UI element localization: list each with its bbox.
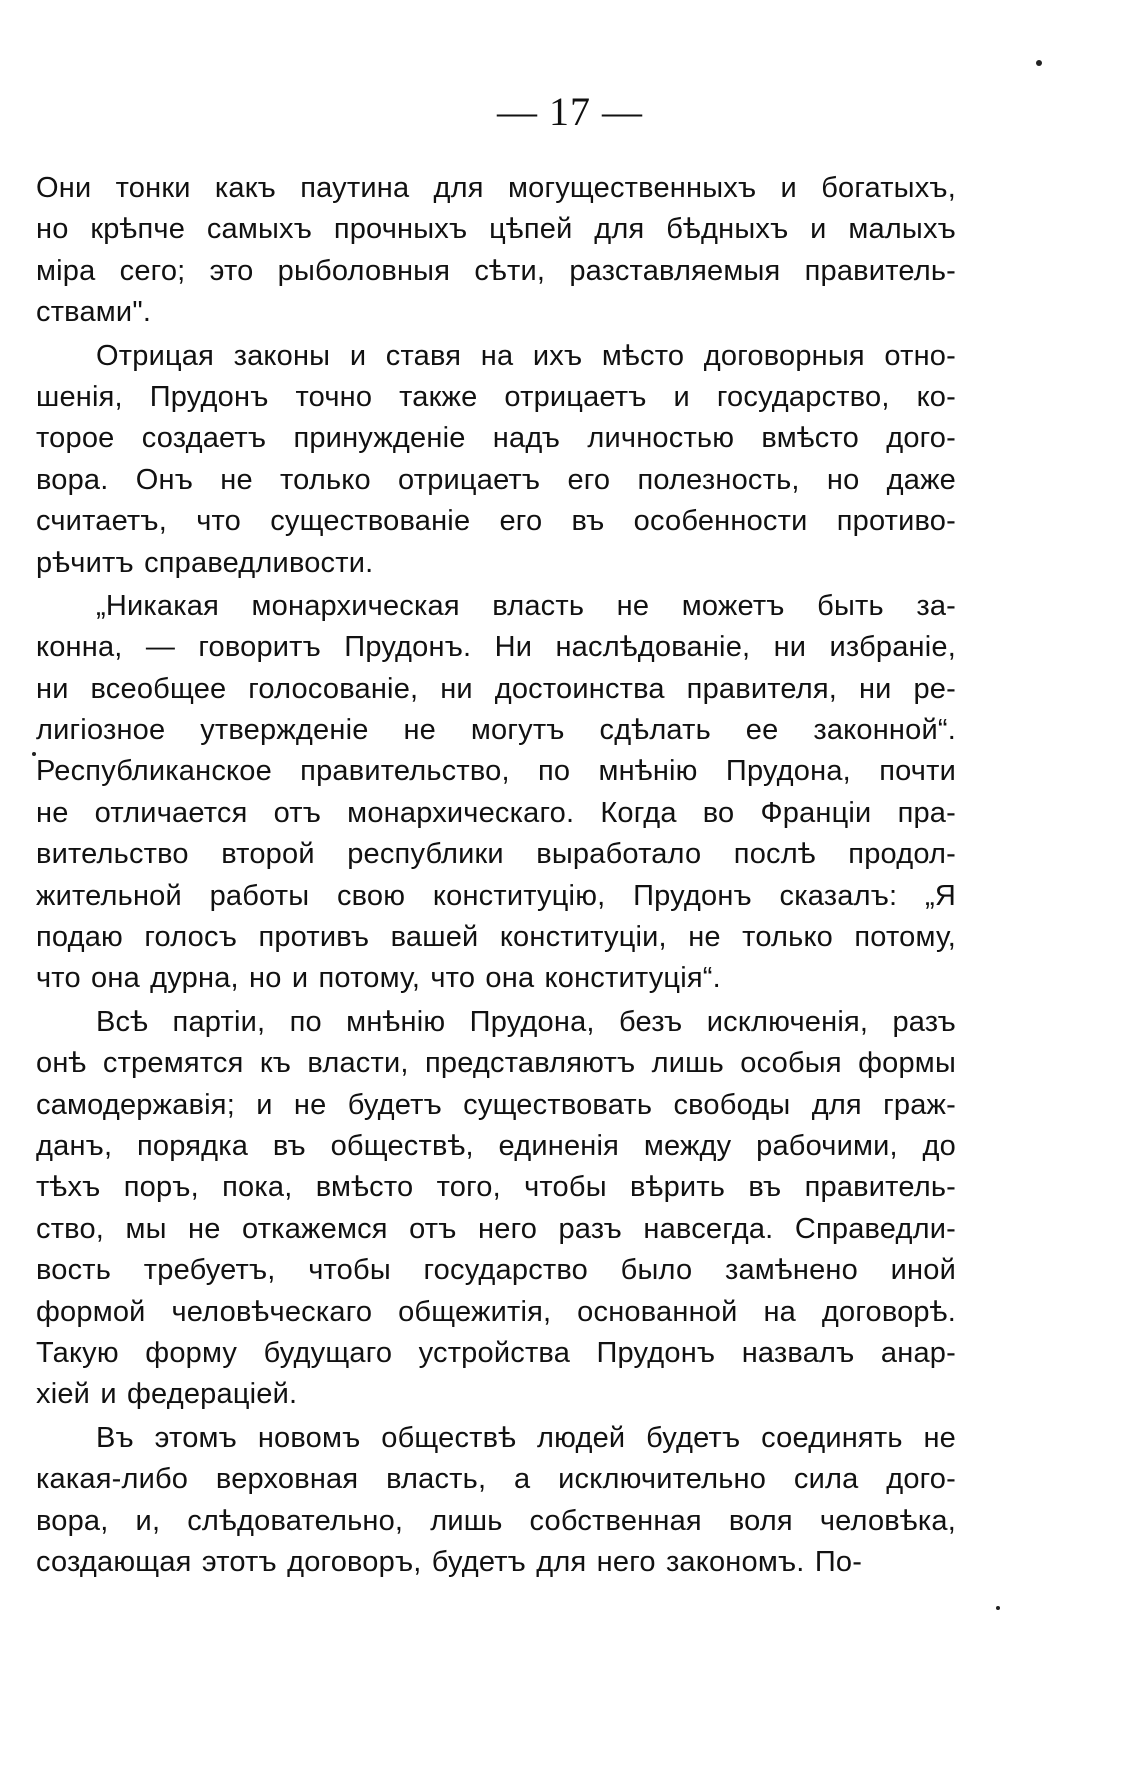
text-line: конна, — говоритъ Прудонъ. Ни наслѣдованіе, ни избраніе, <box>36 631 956 664</box>
text-line: Республиканское правительство, по мнѣнію Прудона, почти <box>36 755 956 788</box>
text-line: торое создаетъ принужденіе надъ личностью вмѣсто дого- <box>36 422 956 455</box>
text-line: онѣ стремятся къ власти, представляютъ лишь особыя формы <box>36 1047 956 1080</box>
text-line: что она дурна, но и потому, что она конституція“. <box>36 962 721 995</box>
text-line: лигіозное утвержденіе не могутъ сдѣлать ее законной“. <box>36 714 956 747</box>
text-line: Въ этомъ новомъ обществѣ людей будетъ соединять не <box>96 1421 956 1454</box>
page-number: — 17 — <box>497 89 643 134</box>
text-line: рѣчитъ справедливости. <box>36 546 374 579</box>
ink-speck <box>996 1606 1000 1610</box>
paragraph <box>36 168 956 334</box>
text-body <box>36 168 956 1583</box>
text-line: міра сего; это рыболовныя сѣти, разставляемыя правитель- <box>36 254 956 287</box>
text-line: ство, мы не откажемся отъ него разъ навсегда. Справедли- <box>36 1212 956 1245</box>
text-line: вора, и, слѣдовательно, лишь собственная воля человѣка, <box>36 1504 956 1537</box>
paragraph <box>36 1002 956 1416</box>
text-line: считаетъ, что существованіе его въ особенности противо- <box>36 505 956 538</box>
text-line: хіей и федераціей. <box>36 1378 298 1411</box>
text-line: Отрицая законы и ставя на ихъ мѣсто договорныя отно- <box>96 339 956 372</box>
text-line: вительство второй республики выработало послѣ продол- <box>36 838 956 871</box>
text-line: подаю голосъ противъ вашей конституціи, не только потому, <box>36 921 956 954</box>
paragraph <box>36 1418 956 1584</box>
ink-speck <box>1036 60 1042 66</box>
paragraph <box>36 586 956 1000</box>
text-line: данъ, порядка въ обществѣ, единенія между рабочими, до <box>36 1129 956 1162</box>
text-line: Всѣ партіи, по мнѣнію Прудона, безъ исключенія, разъ <box>96 1005 956 1038</box>
text-line: не отличается отъ монархическаго. Когда во Франціи пра- <box>36 796 956 829</box>
text-line: ни всеобщее голосованіе, ни достоинства правителя, ни ре- <box>36 672 956 705</box>
text-line: ствами". <box>36 296 152 329</box>
text-line: Они тонки какъ паутина для могущественныхъ и богатыхъ, <box>36 172 956 204</box>
text-line: вость требуетъ, чтобы государство было замѣнено иной <box>36 1254 956 1287</box>
text-line: шенія, Прудонъ точно также отрицаетъ и государство, ко- <box>36 380 956 413</box>
text-line: „Никакая монархическая власть не можетъ быть за- <box>96 589 956 622</box>
paragraph <box>36 336 956 584</box>
text-line: создающая этотъ договоръ, будетъ для него закономъ. По- <box>36 1545 863 1578</box>
text-line: жительной работы свою конституцію, Прудонъ сказалъ: „Я <box>36 879 956 912</box>
text-line: какая-либо верховная власть, а исключительно сила дого- <box>36 1463 956 1496</box>
text-line: формой человѣческаго общежитія, основанной на договорѣ. <box>36 1295 956 1328</box>
text-line: самодержавія; и не будетъ существовать свободы для граж- <box>36 1088 956 1121</box>
text-line: но крѣпче самыхъ прочныхъ цѣпей для бѣдныхъ и малыхъ <box>36 213 956 246</box>
ink-speck <box>32 752 36 756</box>
text-line: Такую форму будущаго устройства Прудонъ назвалъ анар- <box>36 1336 956 1369</box>
text-line: вора. Онъ не только отрицаетъ его полезность, но даже <box>36 463 956 496</box>
text-line: тѣхъ поръ, пока, вмѣсто того, чтобы вѣрить въ правитель- <box>36 1171 956 1204</box>
